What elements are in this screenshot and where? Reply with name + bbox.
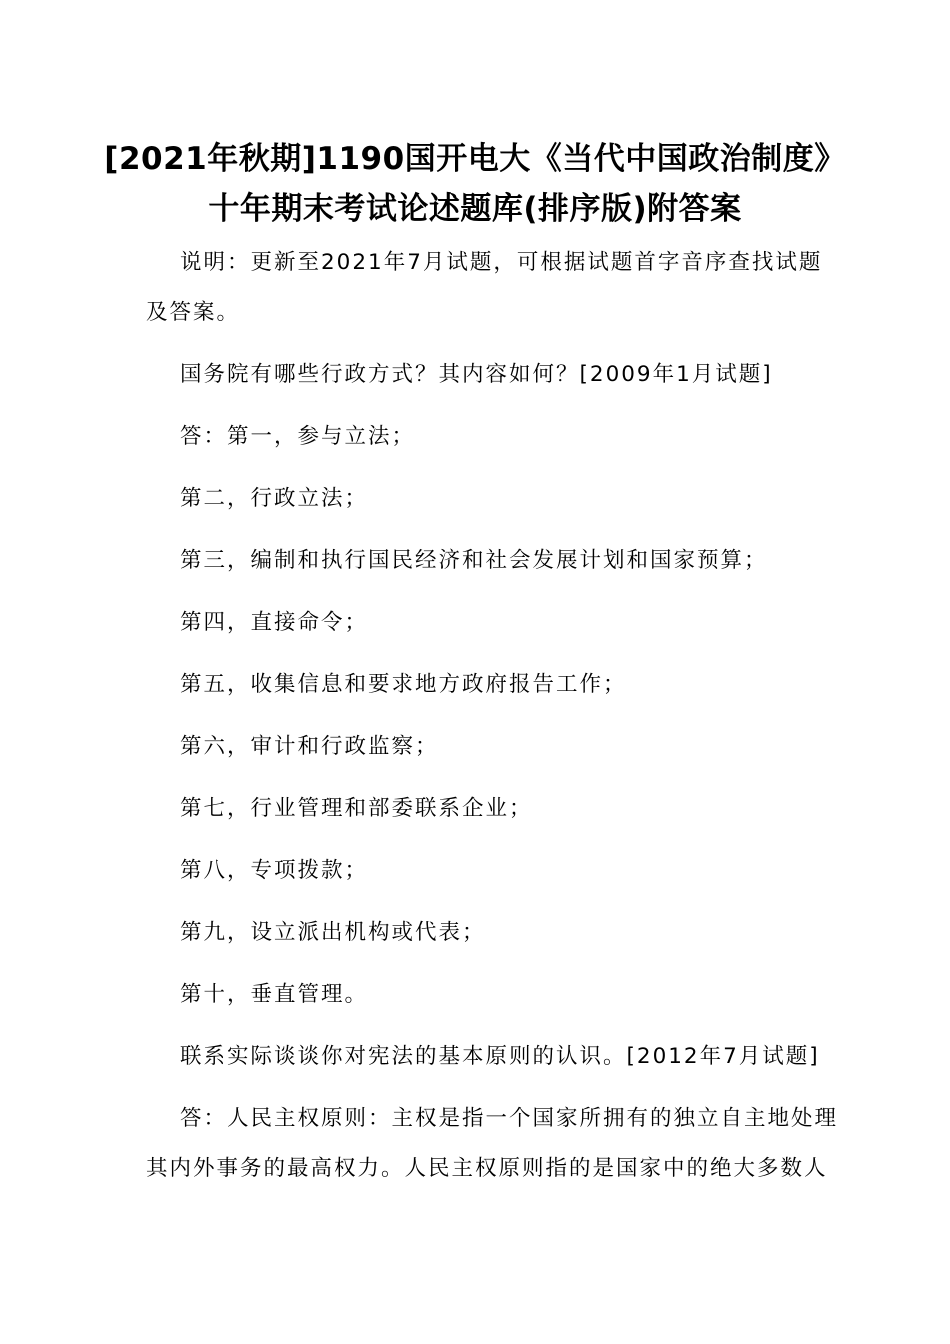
- document-title-line-2: 十年期末考试论述题库(排序版)附答案: [208, 191, 742, 227]
- answer-item-10: 第十，垂直管理。: [180, 982, 369, 1007]
- question-2: 联系实际谈谈你对宪法的基本原则的认识。[2012年7月试题]: [180, 1044, 820, 1069]
- answer-item-7: 第七，行业管理和部委联系企业；: [180, 796, 533, 821]
- note-line-1: 说明：更新至2021年7月试题，可根据试题首字音序查找试题: [180, 250, 823, 275]
- answer-2-line-1: 答：人民主权原则：主权是指一个国家所拥有的独立自主地处理: [180, 1106, 839, 1131]
- answer-item-2: 第二，行政立法；: [180, 486, 369, 511]
- answer-2-line-2: 其内外事务的最高权力。人民主权原则指的是国家中的绝大多数人: [146, 1156, 828, 1181]
- answer-item-1: 答：第一，参与立法；: [180, 424, 416, 449]
- answer-item-3: 第三，编制和执行国民经济和社会发展计划和国家预算；: [180, 548, 768, 573]
- answer-item-5: 第五，收集信息和要求地方政府报告工作；: [180, 672, 627, 697]
- answer-item-4: 第四，直接命令；: [180, 610, 369, 635]
- note-line-2: 及答案。: [146, 300, 241, 325]
- answer-item-6: 第六，审计和行政监察；: [180, 734, 439, 759]
- question-1: 国务院有哪些行政方式？其内容如何？[2009年1月试题]: [180, 362, 773, 387]
- document-title-line-1: [2021年秋期]1190国开电大《当代中国政治制度》: [104, 141, 846, 177]
- answer-item-9: 第九，设立派出机构或代表；: [180, 920, 486, 945]
- answer-item-8: 第八，专项拨款；: [180, 858, 369, 883]
